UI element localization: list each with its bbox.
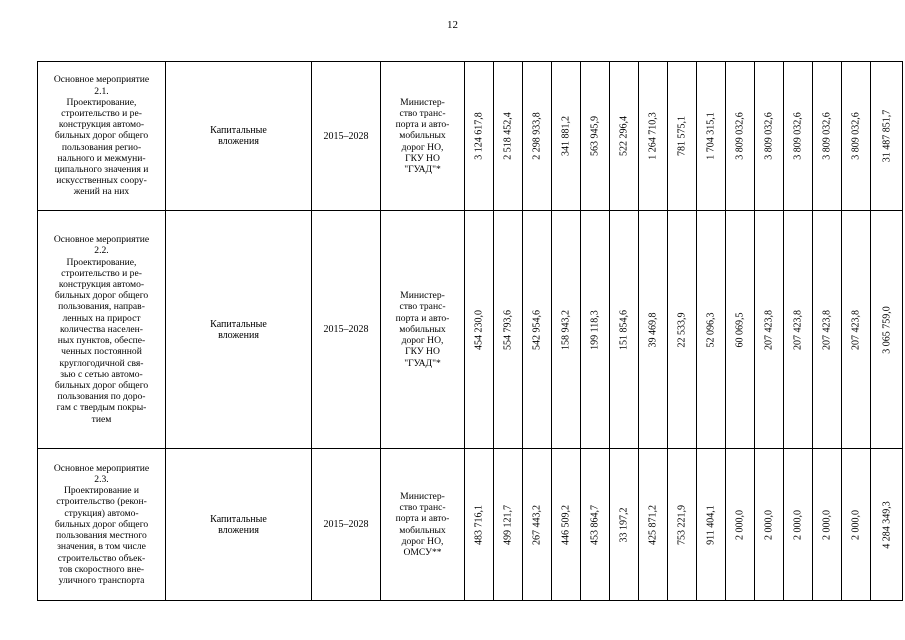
value-text: 199 118,3 — [589, 309, 601, 350]
activity-description-cell — [38, 449, 166, 601]
executor-line: ГКУ НО — [405, 346, 440, 358]
description-line: искусственных соору- — [56, 175, 147, 187]
description-line: зью с сетью автомо- — [60, 368, 143, 380]
funding-source-cell — [166, 449, 312, 601]
description-line: бильных дорог общего — [54, 518, 149, 530]
value-text: 499 121,7 — [502, 504, 514, 545]
funding-source-line: вложения — [218, 329, 259, 341]
executor-line: ГКУ НО — [405, 152, 440, 164]
description-line: строительство и ре- — [61, 267, 142, 279]
funding-source-cell — [166, 211, 312, 449]
description-line: Основное мероприятие — [53, 462, 150, 474]
value-text: 22 533,9 — [676, 312, 688, 347]
year-value-cell — [784, 62, 813, 211]
year-value-cell — [465, 211, 494, 449]
activity-description-cell — [38, 211, 166, 449]
executor-line: порта и авто- — [395, 119, 450, 131]
description-line: пользования местного — [56, 530, 147, 542]
description-line: жений на них — [73, 186, 130, 198]
value-text: 3 809 032,6 — [792, 112, 804, 160]
year-value-cell — [697, 211, 726, 449]
activity-description-cell — [38, 62, 166, 211]
description-line: Проектирование, — [66, 256, 137, 268]
year-value-cell — [610, 449, 639, 601]
description-line: строительство (рекон- — [56, 496, 147, 508]
executor-line: "ГУАД"* — [404, 164, 441, 175]
period-cell: 2015–2028 — [312, 211, 381, 449]
funding-source-cell — [166, 62, 312, 211]
value-text: 3 124 617,8 — [473, 112, 485, 160]
description-line: Проектирование, — [66, 96, 137, 108]
year-value-cell — [639, 211, 668, 449]
value-text: 483 716,1 — [473, 504, 485, 545]
year-value-cell — [668, 449, 697, 601]
description-line: гам с твердым покры- — [56, 402, 147, 414]
year-value-cell — [755, 62, 784, 211]
year-value-cell — [842, 62, 871, 211]
page-number: 12 — [447, 19, 458, 31]
year-value-cell — [726, 449, 755, 601]
executor-line: ство транс- — [399, 107, 446, 119]
executor-line: мобильных — [399, 323, 446, 335]
value-text: 3 809 032,6 — [821, 112, 833, 160]
description-line: пользования регио- — [61, 141, 142, 153]
value-text: 3 809 032,6 — [734, 112, 746, 160]
description-line: бильных дорог общего — [54, 130, 149, 142]
value-text: 1 704 315,1 — [705, 112, 717, 160]
year-value-cell — [726, 211, 755, 449]
funding-source-line: Капитальные — [210, 125, 267, 136]
description-line: ленных на прирост — [62, 312, 141, 324]
year-value-cell — [494, 62, 523, 211]
value-text: 207 423,8 — [850, 309, 862, 350]
description-line: 2.2. — [94, 245, 109, 257]
description-line: конструкция автомо- — [58, 119, 145, 131]
value-text: 207 423,8 — [821, 309, 833, 350]
value-text: 1 264 710,3 — [647, 112, 659, 160]
year-value-cell — [813, 62, 842, 211]
description-line: Проектирование и — [63, 485, 140, 497]
year-value-cell — [494, 211, 523, 449]
value-text: 2 298 933,8 — [531, 112, 543, 160]
year-value-cell — [668, 211, 697, 449]
executor-line: ОМСУ** — [403, 546, 442, 558]
value-text: 39 469,8 — [647, 312, 659, 347]
value-text: 151 854,6 — [618, 309, 630, 350]
executor-line: дорог НО, — [401, 535, 444, 547]
table-row — [38, 211, 903, 449]
value-text: 563 945,9 — [589, 116, 601, 156]
description-line: уличного транспорта — [58, 574, 145, 586]
year-value-cell — [581, 62, 610, 211]
description-line: количества населен- — [60, 323, 143, 335]
value-text: 554 793,6 — [502, 309, 514, 350]
value-text: 542 954,6 — [531, 309, 543, 350]
funding-source-line: Капитальные — [210, 318, 267, 330]
value-text: 52 096,3 — [705, 312, 717, 347]
year-value-cell — [523, 449, 552, 601]
description-line: круглогодичной свя- — [59, 357, 144, 369]
year-value-cell — [494, 449, 523, 601]
year-value-cell — [523, 62, 552, 211]
description-line: струкция) автомо- — [64, 507, 139, 519]
value-text: 753 221,9 — [676, 504, 688, 545]
executor-line: Министер- — [400, 96, 445, 108]
value-text: 522 296,4 — [618, 116, 630, 156]
year-value-cell — [581, 449, 610, 601]
year-value-cell — [465, 449, 494, 601]
executor-line: мобильных — [399, 130, 446, 142]
value-text: 2 000,0 — [821, 509, 833, 540]
year-value-cell — [581, 211, 610, 449]
year-value-cell — [755, 449, 784, 601]
value-text: 781 575,1 — [676, 116, 688, 156]
description-line: бильных дорог общего — [54, 379, 149, 391]
year-value-cell — [552, 449, 581, 601]
value-text: 158 943,2 — [560, 309, 572, 350]
executor-line: Министер- — [400, 290, 445, 302]
executor-cell — [381, 62, 465, 211]
year-value-cell — [842, 211, 871, 449]
value-text: 2 000,0 — [734, 509, 746, 540]
funding-source-line: вложения — [218, 524, 259, 536]
year-value-cell — [523, 211, 552, 449]
description-line: пользования по доро- — [57, 391, 146, 403]
year-value-cell — [610, 62, 639, 211]
period-cell: 2015–2028 — [312, 449, 381, 601]
funding-source-line: вложения — [218, 136, 259, 147]
year-value-cell — [697, 449, 726, 601]
description-line: тием — [91, 413, 112, 425]
value-text: 207 423,8 — [792, 309, 804, 350]
description-line: ципального значения и — [54, 164, 149, 175]
description-line: Основное мероприятие — [53, 234, 150, 246]
value-text: 453 864,7 — [589, 504, 601, 545]
executor-line: дорог НО, — [401, 141, 444, 153]
value-text: 341 881,2 — [560, 116, 572, 156]
description-line: строительство объек- — [57, 552, 146, 564]
value-text: 33 197,2 — [618, 507, 630, 542]
year-value-cell — [552, 62, 581, 211]
executor-line: "ГУАД"* — [404, 357, 441, 369]
value-text: 207 423,8 — [763, 309, 775, 350]
funding-source-line: Капитальные — [210, 513, 267, 525]
value-text: 446 509,2 — [560, 504, 572, 545]
description-line: строительство и ре- — [61, 107, 142, 119]
description-line: ченных постоянной — [61, 346, 142, 358]
value-text: 425 871,2 — [647, 504, 659, 545]
total-value-cell — [871, 449, 903, 601]
executor-cell — [381, 449, 465, 601]
description-line: 2.1. — [94, 85, 109, 97]
description-line: нального и межмуни- — [57, 152, 146, 164]
description-line: 2.3. — [94, 474, 109, 486]
executor-line: дорог НО, — [401, 335, 444, 347]
value-text: 4 284 349,3 — [881, 500, 892, 549]
year-value-cell — [784, 211, 813, 449]
year-value-cell — [784, 449, 813, 601]
value-text: 2 518 452,4 — [502, 112, 514, 160]
description-line: бильных дорог общего — [54, 290, 149, 302]
description-line: пользования, направ- — [58, 301, 145, 313]
executor-cell — [381, 211, 465, 449]
year-value-cell — [842, 449, 871, 601]
value-text: 60 069,5 — [734, 312, 746, 347]
period-cell: 2015–2028 — [312, 62, 381, 211]
value-text: 911 404,1 — [705, 504, 717, 545]
value-text: 267 443,2 — [531, 504, 543, 545]
description-line: ных пунктов, обеспе- — [57, 335, 146, 347]
year-value-cell — [755, 211, 784, 449]
executor-line: порта и авто- — [395, 312, 450, 324]
year-value-cell — [465, 62, 494, 211]
value-text: 3 809 032,6 — [763, 112, 775, 160]
executor-line: ство транс- — [399, 502, 446, 514]
year-value-cell — [697, 62, 726, 211]
total-value-cell — [871, 211, 903, 449]
value-text: 2 000,0 — [792, 509, 804, 540]
executor-line: Министер- — [400, 490, 445, 502]
budget-table — [37, 61, 903, 601]
value-text: 2 000,0 — [763, 509, 775, 540]
year-value-cell — [639, 62, 668, 211]
year-value-cell — [813, 211, 842, 449]
year-value-cell — [552, 211, 581, 449]
year-value-cell — [813, 449, 842, 601]
year-value-cell — [726, 62, 755, 211]
year-value-cell — [610, 211, 639, 449]
executor-line: порта и авто- — [395, 513, 450, 525]
total-value-cell — [871, 62, 903, 211]
description-line: значения, в том числе — [57, 541, 146, 553]
table-row — [38, 449, 903, 601]
description-line: Основное мероприятие — [53, 74, 150, 86]
value-text: 3 809 032,6 — [850, 112, 862, 160]
description-line: конструкция автомо- — [58, 279, 145, 291]
executor-line: ство транс- — [399, 301, 446, 313]
value-text: 454 230,0 — [473, 309, 485, 350]
executor-line: мобильных — [399, 524, 446, 536]
description-line: тов скоростного вне- — [58, 563, 145, 575]
year-value-cell — [639, 449, 668, 601]
table-row — [38, 62, 903, 211]
value-text: 3 065 759,0 — [881, 305, 892, 354]
value-text: 2 000,0 — [850, 509, 862, 540]
value-text: 31 487 851,7 — [881, 109, 892, 163]
year-value-cell — [668, 62, 697, 211]
